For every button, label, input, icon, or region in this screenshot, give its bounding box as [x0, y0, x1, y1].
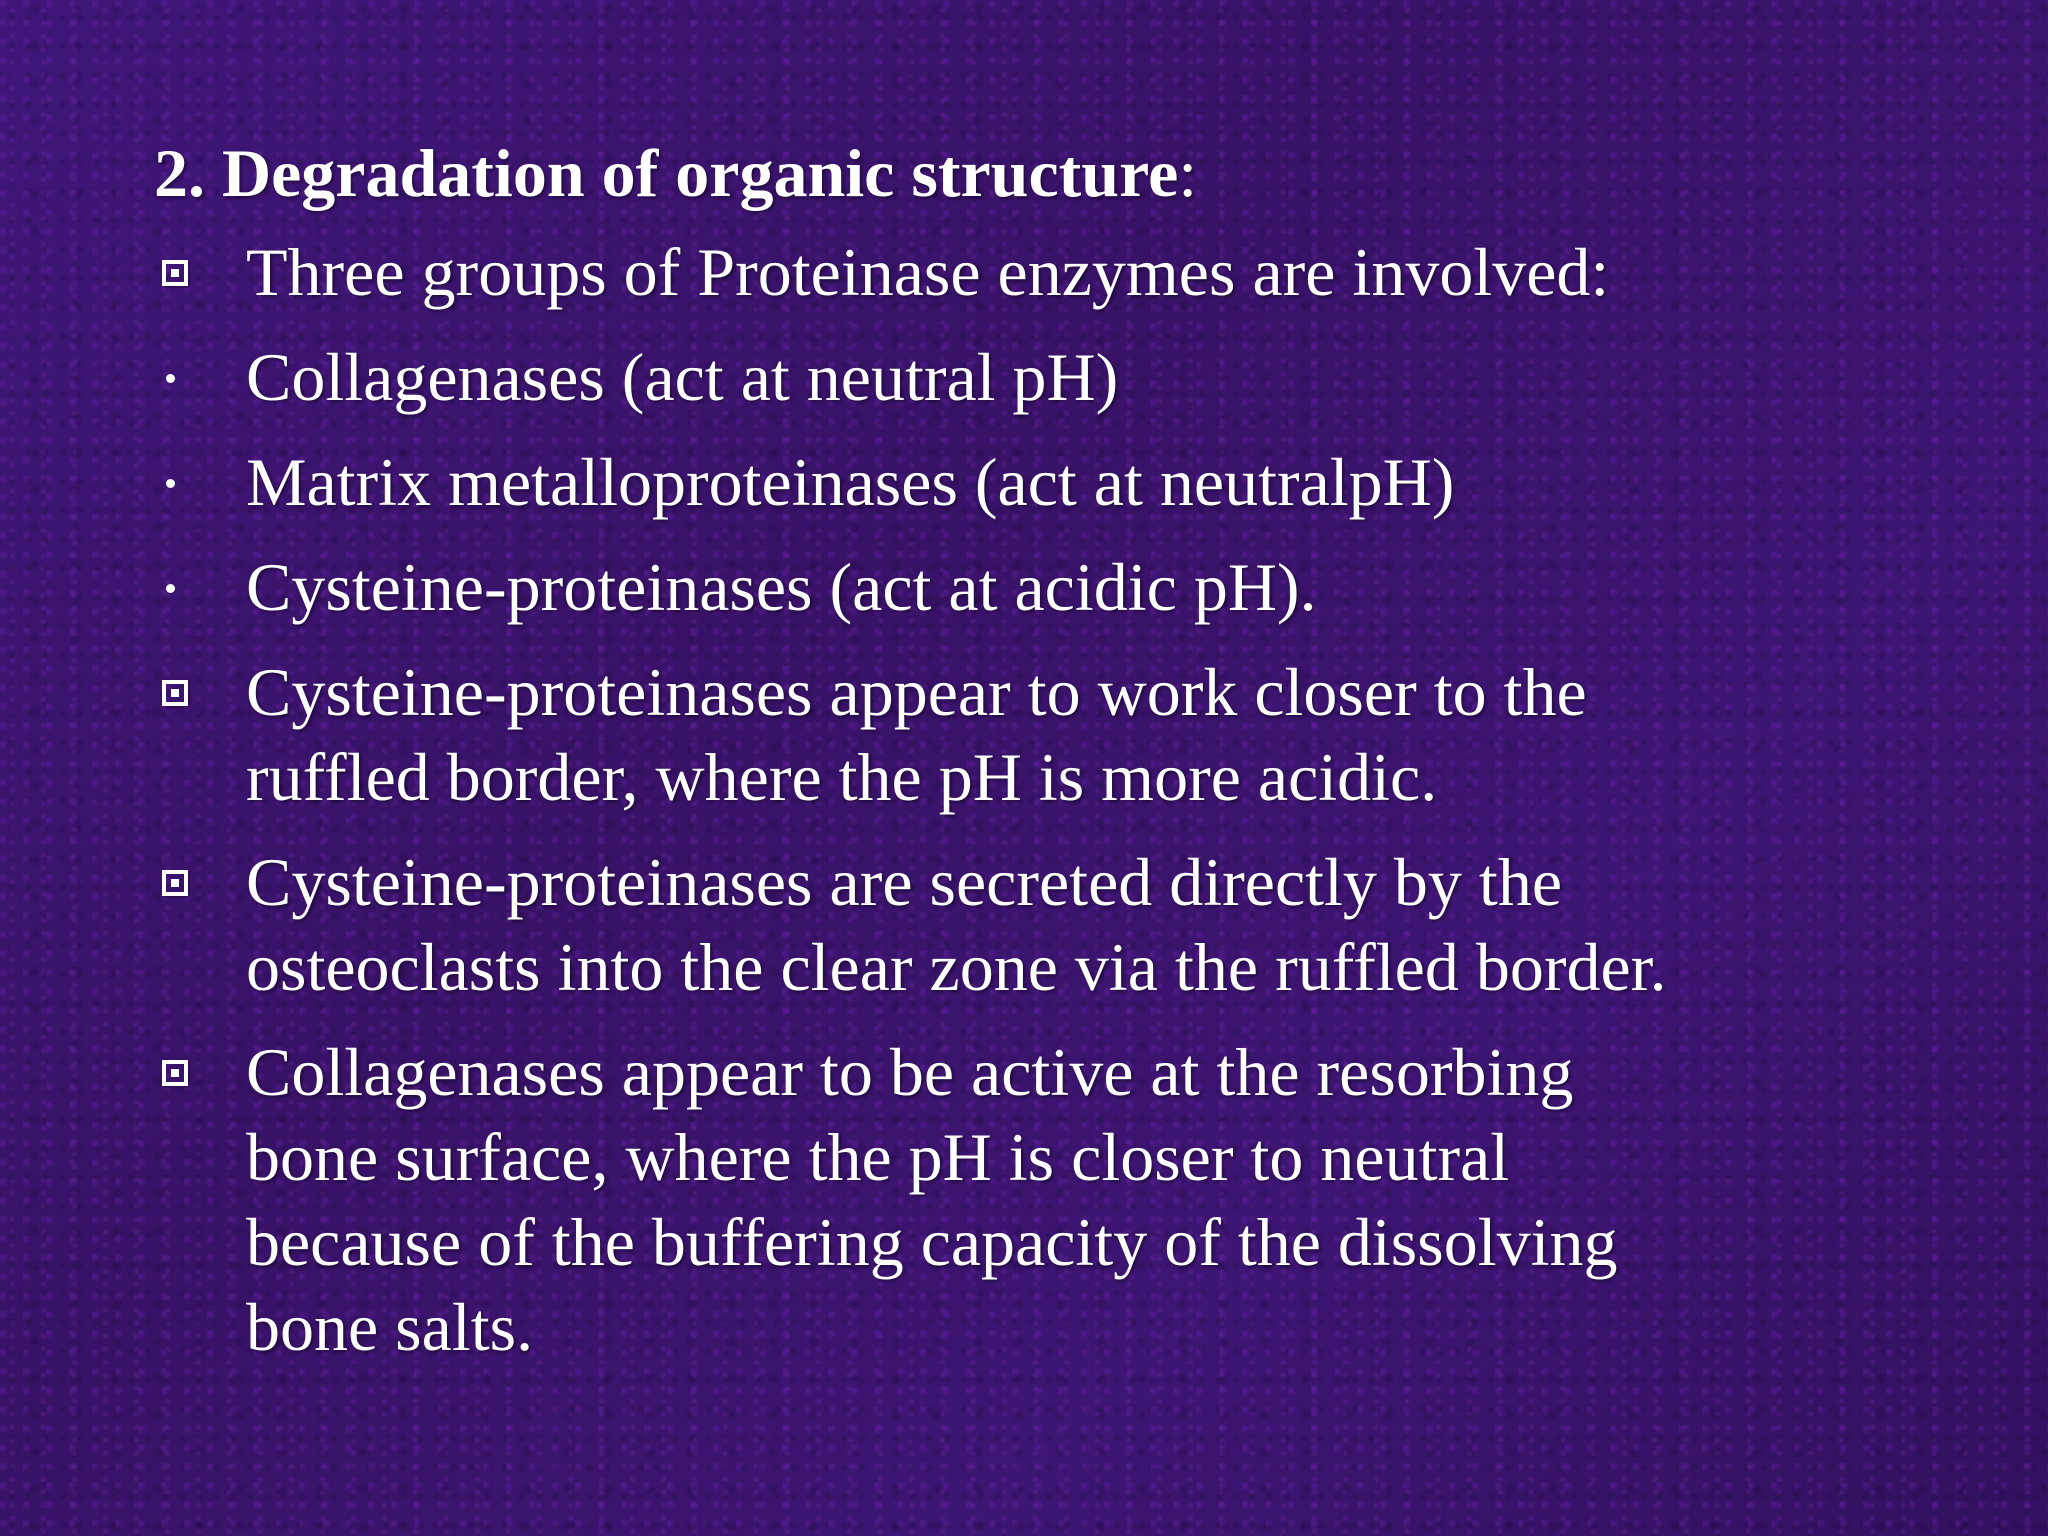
dot-bullet-icon	[166, 584, 175, 593]
square-bullet-icon	[162, 870, 188, 896]
bullet-line: bone surface, where the pH is closer to neutral	[246, 1119, 1510, 1195]
bullet-item-proteinase-groups	[154, 230, 2034, 315]
bullet-item-cysteine-secreted	[154, 840, 2034, 1010]
square-bullet-icon	[162, 1060, 188, 1086]
square-bullet-icon	[162, 680, 188, 706]
slide-title-text: 2. Degradation of organic structure	[154, 135, 1179, 211]
bullet-line: Three groups of Proteinase enzymes are involved:	[246, 234, 1610, 310]
bullet-line: because of the buffering capacity of the dissolving	[246, 1204, 1618, 1280]
square-bullet-icon	[162, 260, 188, 286]
bullet-line: bone salts.	[246, 1289, 534, 1365]
dot-bullet-icon	[166, 374, 175, 383]
bullet-line: Cysteine-proteinases are secreted directly by the	[246, 844, 1563, 920]
bullet-line: Collagenases (act at neutral pH)	[246, 339, 1119, 415]
bullet-item-matrix-metalloproteinases	[154, 440, 2034, 525]
slide-title	[154, 128, 1197, 218]
bullet-item-collagenases-active	[154, 1030, 2034, 1370]
dot-bullet-icon	[166, 479, 175, 488]
bullet-line: osteoclasts into the clear zone via the ruffled border.	[246, 929, 1667, 1005]
bullet-line: Collagenases appear to be active at the resorbing	[246, 1034, 1574, 1110]
bullet-line: ruffled border, where the pH is more acidic.	[246, 739, 1438, 815]
bullet-list	[154, 230, 2034, 1390]
slide-title-colon: :	[1178, 135, 1198, 211]
bullet-item-collagenases	[154, 335, 2034, 420]
bullet-line: Matrix metalloproteinases (act at neutralpH)	[246, 444, 1455, 520]
bullet-line: Cysteine-proteinases (act at acidic pH).	[246, 549, 1317, 625]
bullet-item-cysteine-proteinases	[154, 545, 2034, 630]
bullet-item-cysteine-ruffled-border	[154, 650, 2034, 820]
bullet-line: Cysteine-proteinases appear to work closer to the	[246, 654, 1587, 730]
